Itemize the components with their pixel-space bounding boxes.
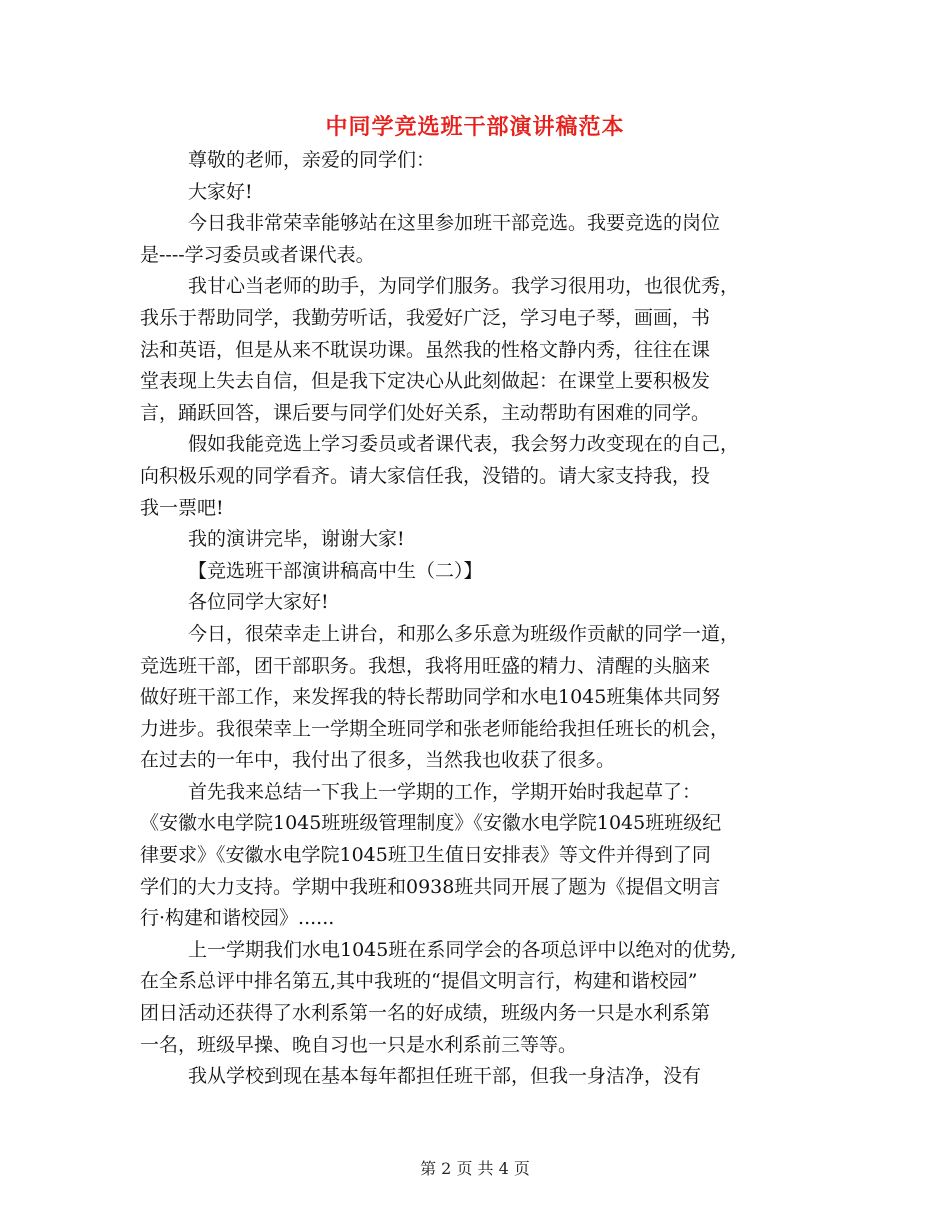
- text-line: 我甘心当老师的助手，为同学们服务。我学习很用功，也很优秀，: [188, 275, 740, 298]
- text-line: 《安徽水电学院1045班班级管理制度》《安徽水电学院1045班班级纪: [140, 812, 722, 835]
- text-line: 我乐于帮助同学，我勤劳听话，我爱好广泛，学习电子琴，画画，书: [140, 306, 711, 329]
- text-line: 学们的大力支持。学期中我班和0938班共同开展了题为《提倡文明言: [140, 875, 721, 898]
- text-line: 行·构建和谐校园》......: [140, 907, 335, 930]
- text-line: 堂表现上失去自信，但是我下定决心从此刻做起：在课堂上要积极发: [140, 370, 711, 393]
- text-line: 大家好!: [188, 180, 253, 203]
- text-line: 在全系总评中排名第五,其中我班的“提倡文明言行，构建和谐校园”: [140, 970, 698, 993]
- text-line: 向积极乐观的同学看齐。请大家信任我，没错的。请大家支持我，投: [140, 464, 711, 487]
- text-line: 尊敬的老师，亲爱的同学们：: [188, 149, 436, 171]
- text-line: 上一学期我们水电1045班在系同学会的各项总评中以绝对的优势,: [188, 938, 737, 961]
- text-line: 在过去的一年中，我付出了很多，当然我也收获了很多。: [140, 749, 616, 772]
- text-line: 言，踊跃回答，课后要与同学们处好关系，主动帮助有困难的同学。: [140, 401, 711, 424]
- text-line: 各位同学大家好!: [188, 591, 329, 614]
- text-line: 我一票吧!: [140, 496, 224, 519]
- text-line: 我的演讲完毕，谢谢大家!: [188, 528, 405, 551]
- text-line: 竞选班干部，团干部职务。我想，我将用旺盛的精力、清醒的头脑来: [140, 654, 711, 677]
- section-heading: 【竞选班干部演讲稿高中生（二）】: [188, 559, 483, 582]
- text-line: 团日活动还获得了水利系第一名的好成绩，班级内务一只是水利系第: [140, 1002, 711, 1025]
- text-line: 假如我能竞选上学习委员或者课代表，我会努力改变现在的自己，: [188, 433, 740, 456]
- page-title: 中同学竞选班干部演讲稿范本: [325, 114, 625, 140]
- text-line: 律要求》《安徽水电学院1045班卫生值日安排表》等文件并得到了同: [140, 844, 711, 867]
- text-line: 我从学校到现在基本每年都担任班干部，但我一身洁净，没有: [188, 1065, 702, 1088]
- text-line: 法和英语，但是从来不耽误功课。虽然我的性格文静内秀，往往在课: [140, 338, 711, 361]
- document-body: [140, 145, 810, 1093]
- text-line: 首先我来总结一下我上一学期的工作，学期开始时我起草了：: [188, 780, 702, 803]
- text-line: 一名，班级早操、晚自习也一只是水利系前三等等。: [140, 1033, 578, 1056]
- text-line: 今日我非常荣幸能够站在这里参加班干部竞选。我要竞选的岗位: [188, 212, 721, 235]
- text-line: 做好班干部工作，来发挥我的特长帮助同学和水电1045班集体共同努: [140, 686, 721, 709]
- text-line: 是----学习委员或者课代表。: [140, 243, 375, 266]
- text-line: 力进步。我很荣幸上一学期全班同学和张老师能给我担任班长的机会，: [140, 717, 730, 740]
- text-line: 今日，很荣幸走上讲台，和那么多乐意为班级作贡献的同学一道，: [188, 622, 740, 645]
- page-number-footer: 第 2 页 共 4 页: [420, 1159, 530, 1178]
